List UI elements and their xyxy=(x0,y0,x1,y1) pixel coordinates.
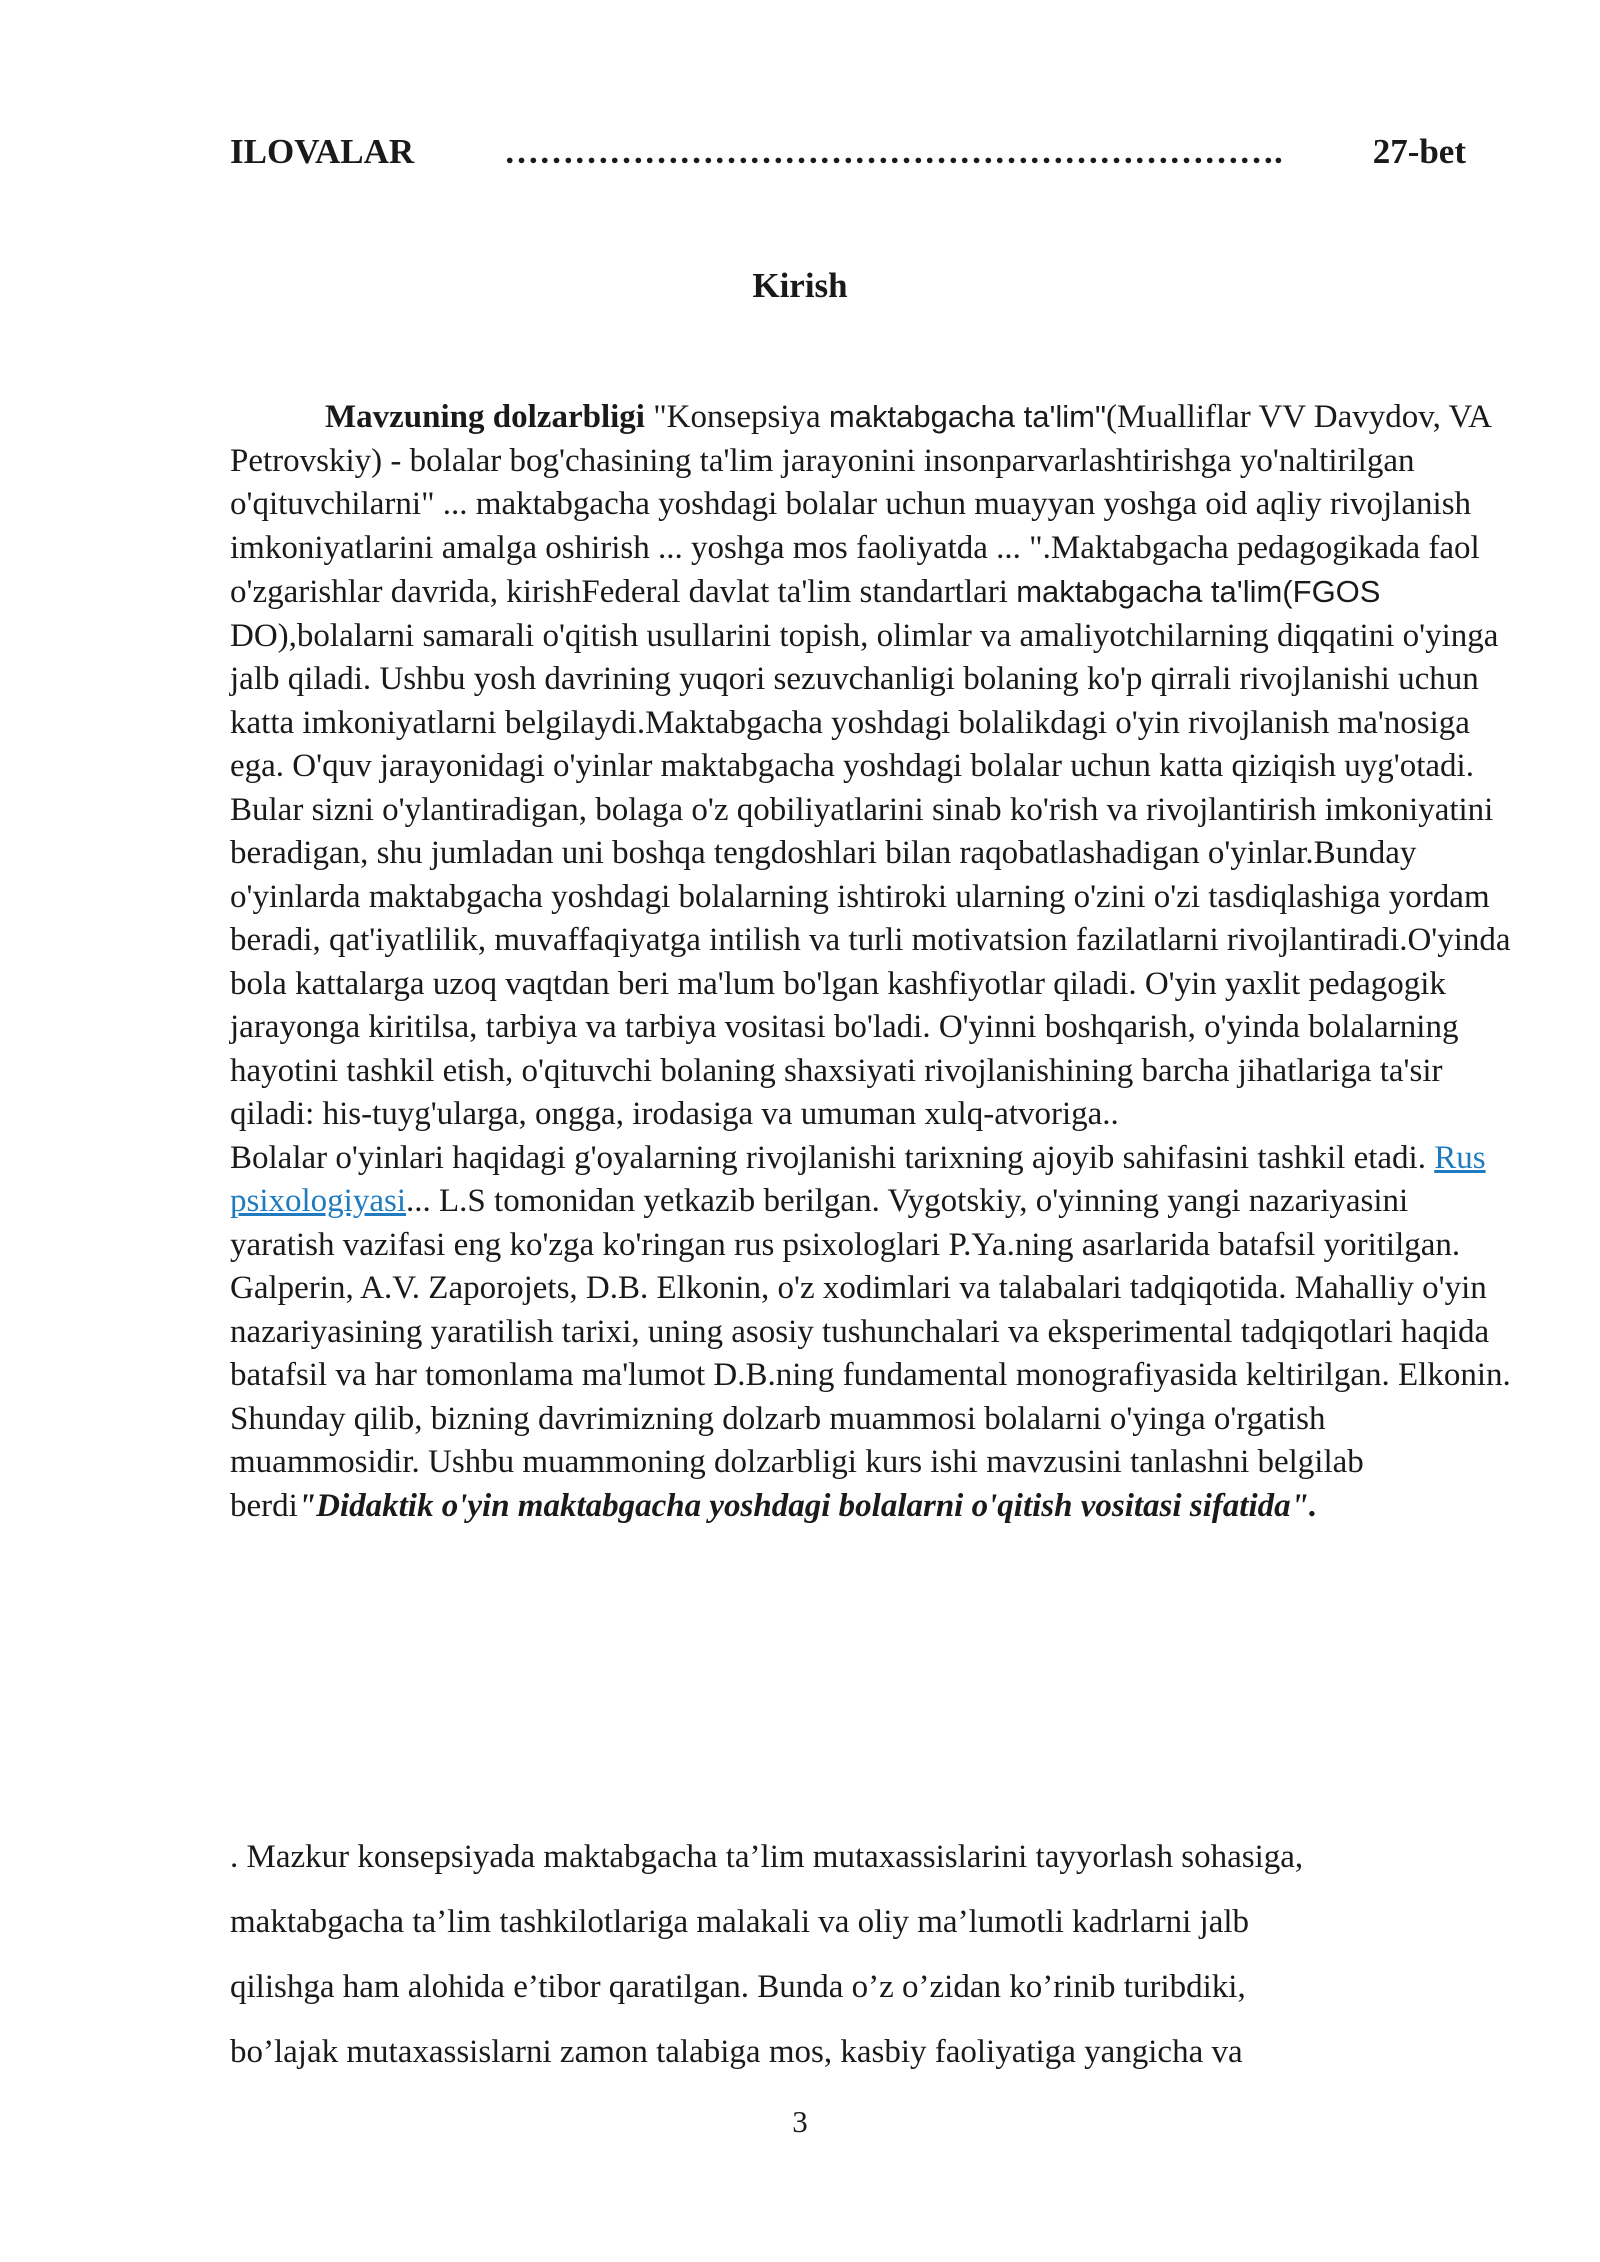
toc-page-ref: 27-bet xyxy=(1372,132,1466,171)
paragraph-text: Bolalar o'yinlari haqidagi g'oyalarning rivojlanishi tarixning ajoyib sahifasini tashkil etadi. xyxy=(230,1139,1435,1176)
paragraph-line: . Mazkur konsepsiyada maktabgacha ta’lim mutaxassislarini tayyorlash sohasiga, xyxy=(230,1839,1304,1875)
paragraph-text: DO),bolalarni samarali o'qitish usullarini topish, olimlar va amaliyotchilarning diqqatini o'yinga jalb qiladi. Ushbu yosh davrining yuqori sezuvchanligi bolaning ko'p qirrali rivojlanishi uchun katta imkoniyatlarni belgilaydi.Maktabgacha yoshdagi bolalikdagi o'yin rivojlanish ma'nosiga ega. O'quv jarayonidagi o'yinlar maktabgacha yoshdagi bolalar uchun katta qiziqish uyg'otadi. Bular sizni o'ylantiradigan, bolaga o'z qobiliyatlarini sinab ko'rish va rivojlantirish imkoniyatini beradigan, shu jumladan uni boshqa tengdoshlari bilan raqobatlashadigan o'yinlar.Bunday o'yinlarda maktabgacha yoshdagi bolalarning ishtiroki ularning o'zini o'zi tasdiqlashiga yordam beradi, qat'iyatlilik, muvaffaqiyatga intilish va turli motivatsion fazilatlarni rivojlantiradi.O'yinda bola kattalarga uzoq vaqtdan beri ma'lum bo'lgan kashfiyotlar qiladi. O'yin yaxlit pedagogik jarayonga kiritilsa, tarbiya va tarbiya vositasi bo'ladi. O'yinni boshqarish, o'yinda bolalarning hayotini tashkil etish, o'qituvchi bolaning shaxsiyati rivojlanishining barcha jihatlariga ta'sir qiladi: his-tuyg'ularga, ongga, irodasiga va umuman xulq-atvoriga.. xyxy=(230,617,1511,1132)
paragraph-text: Shunday qilib, bizning davrimizning dolzarb muammosi bolalarni o'yinga o'rgatish muammosidir. Ushbu muammoning dolzarbligi kurs ishi mavzusini tanlashni belgilab berdi xyxy=(230,1400,1364,1524)
paragraph-text: ... L.S tomonidan yetkazib berilgan. Vygotskiy, o'yinning yangi nazariyasini yaratish vazifasi eng ko'zga ko'ringan rus psixologlari P.Ya.ning asarlarida batafsil yoritilgan. Galperin, A.V. Zaporojets, D.B. Elkonin, o'z xodimlari va talabalari tadqiqotida. Mahalliy o'yin nazariyasining yaratilish tarixi, uning asosiy tushunchalari va eksperimental tadqiqotlari haqida batafsil va har tomonlama ma'lumot D.B.ning fundamental monografiyasida keltirilgan. Elkonin. xyxy=(230,1183,1511,1393)
paragraph-lead: Mavzuning dolzarbligi xyxy=(325,399,645,435)
page-number: 3 xyxy=(792,2104,808,2139)
paragraph-line: bo’lajak mutaxassislarni zamon talabiga mos, kasbiy faoliyatiga yangicha va xyxy=(230,2034,1243,2070)
paragraph-topic xyxy=(230,1398,1520,1529)
paragraph-concept xyxy=(230,1825,1520,2085)
paragraph-text: maktabgacha ta'lim" xyxy=(828,399,1107,434)
paragraph-line: maktabgacha ta’lim tashkilotlariga malakali va oliy ma’lumotli kadrlarni jalb xyxy=(230,1904,1250,1940)
paragraph-text: (Mualliflar VV Davydov, VA Petrovskiy) - bolalar bog'chasining ta'lim jarayonini insonparvarlashtirishga yo'naltirilgan o'qituvchilarni" ... maktabgacha yoshdagi bolalar uchun muayyan yoshga oid aqliy rivojlanish imkoniyatlarini amalga oshirish ... yoshga mos faoliyatda ... ".Maktabgacha pedagogikada faol o'zgarishlar davrida, kirishFederal davlat ta'lim standartlari xyxy=(230,399,1491,610)
toc-title: ILOVALAR xyxy=(230,132,415,171)
paragraph-relevance xyxy=(230,395,1520,1137)
toc-entry xyxy=(230,128,1466,176)
toc-leader-dots: …………………………………………………………. xyxy=(504,132,1283,171)
paragraph-line: qilishga ham alohida e’tibor qaratilgan. Bunda o’z o’zidan ko’rinib turibdiki, xyxy=(230,1969,1246,2005)
course-topic-title: "Didaktik o'yin maktabgacha yoshdagi bolalarni o'qitish vositasi sifatida". xyxy=(297,1487,1318,1524)
body-text xyxy=(230,395,1520,1528)
rus-psixologiyasi-link[interactable]: Rus psixologiyasi xyxy=(230,1139,1486,1219)
paragraph-text: "Konsepsiya xyxy=(644,399,829,435)
paragraph-text: maktabgacha ta'lim(FGOS xyxy=(1016,574,1381,609)
section-heading: Kirish xyxy=(752,266,848,305)
paragraph-history xyxy=(230,1137,1520,1398)
